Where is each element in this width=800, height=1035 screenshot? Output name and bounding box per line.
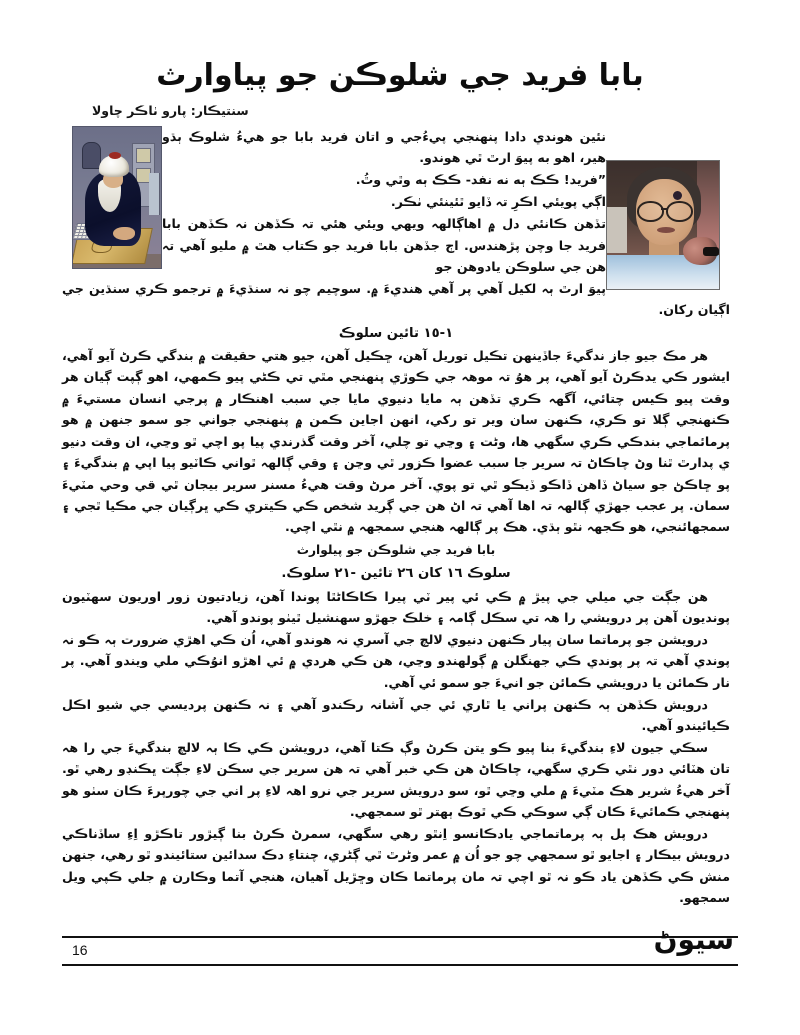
paragraph: درويشن جو پرماتما سان پيار ڪنهن دنيوي لالچ جي آسري نہ ھوندو آهي، اُن ڪي اهڙي ضرورت ٻہ ڪو نہ پوندي آهي تہ پر پوندي ڪي جهنگلن ۾ ڳولهندو وڃي، هن ڪي هردي ۾ ئي اهڙو انوُڪي ملي ويندو آهي. پر نار ڪمائن يا درويشي ڪمائن جو انيءَ جو سمو ئي آهي.: [62, 631, 730, 690]
paragraph: ”فريد! ڪڪ ٻه نه نفد- ڪڪ ٻه وٿي وٿُ.: [355, 172, 606, 188]
paragraph: پيوَ ارٿ ٻہ لکيل آهي پر آهي ھنديءَ ۾. سوچيم چو نہ سنڌيءَ ۾ ترجمو ڪري سنڌين جي اڳيان رکان.: [62, 280, 730, 318]
hands-shape: [113, 227, 135, 240]
bindi-shape: [673, 191, 682, 200]
wall-niche-shape: [82, 142, 101, 169]
paragraph: هر مڪ جيو جاز ندگيءَ جاڏينهن تڪيل توريل آهن، ڇڪيل آهن، جيو هتي حقيقت ۾ بندگي ڪرڻ آيو آهي، ايشور ڪي يدڪرڻ آيو آهي، پر هوُ تہ موهہ جي ڪوڙي پنهنجي مٿي تي ڪڻي پيو ڪمهي، اهو ڳپت ڳيان هر وقت پيو ڪيس چتائي، آگهہ ڪري تڏهن ٻہ مايا دنيوي مايا جي سبب اهنڪار ۾ پرجي انسان مستيءَ ۾ ڪنهنجي ڳلا تو ڪري، ڪنهن سان وير تو رکي، انهن اجاين ڪمن ۾ پنهنجي جواني جو سمو جنهن ۾ هو پرمائماجي بندڪي ڪري سگهي ها، وڻت ۽ وڃي تو چلي، آخر وقت گذرندي پيا پو اچي ٿو وڃي، ان وقت دنيو ي پدارٿ ٿنا وڻ چاڪاڻ تہ سرير جا سبب عضوا ڪزور ٿي وڃن ۽ وقي ڳالهہ ٿواني ڪاٽيو پيا اپي ۾ بندگيءَ ۽ پو ڇاڪڻ جو سياڻ ڏاهن ڏاڪو ڏيڪو ٿي تو پوي. آخر مرڻ وقت هيءُ مسنر سرير بيجان ٿي قي وحي مٽيءَ سمان. پر عجب جهڙي ڳالهہ تہ اها آهي تہ اڻ هن جي ڳريد شخص ڪي ڪيتري ڪي ڀرڳيان جي مڪيا ٿجي ۽ سمجهائنجي، هو ڪجهہ نٿو ٻڌي. هڪ پر ڳالهہ هنجي سمجهہ ۾ نٿي اچي.: [62, 348, 730, 535]
section-heading-1: ١-١٥ تائين سلوڪ: [338, 325, 454, 341]
page-number: 16: [72, 942, 88, 958]
mouth-shape: [657, 227, 675, 233]
paragraph: درويش ڪڏهن ٻہ ڪنهن پراني يا ٿاري ئي جي آشانہ رڪندو آهي ۽ نہ ڪنهن پرديسي جي شيو اڪل ڪيائيندو آهي.: [62, 696, 730, 733]
photo-background-left: [607, 207, 627, 253]
footer-rule-bottom: [62, 964, 738, 966]
eyeglasses-shape: [635, 201, 693, 218]
lens-right-shape: [666, 201, 693, 222]
lens-left-shape: [637, 201, 664, 222]
page-title: بابا فريد جي شلوڪن جو پياوارث: [156, 58, 644, 93]
microphone-shape: [683, 237, 717, 265]
paragraph: سڪي جيون لاءِ بندگيءَ بنا پيو ڪو يتن ڪرڻ وڳ ڪتا آهي، درويشن ڪي ڪا ٻہ لالچ بندگيءَ جي را هہ تان هٽائي دور نٿي ڪري سگهي، چاڪاڻ هن ڪي خبر آهي تہ هن سرير جي سڪن لاءِ جڳت ڀڪنڊو رهي ٿو. آخر هيءُ شرير هڪ مٽيءَ ۾ ملي وڃي ٿو، سو درويش سرير جي نرو اهہ لاءِ پر اني جي چورپرءَ ڪان سٺو هو پنهنجي ڪمائيءَ ڪان ڳي سوڪي ڪي ٿوڪ ٻهتر ٿو سمجهي.: [62, 739, 730, 820]
paragraph: تڏهن ڪانئي دل ۾ اهاڳالهہ ويهي ويئي ھئي تہ ڪڏهن نہ ڪڏهن بابا فريد جا وچن پڙهندس. اڄ جڏهن بابا فريد جو ڪتاب هٿ ۾ مليو آهي تہ هن جي سلوڪن يادوهن جو: [162, 216, 606, 274]
paragraph: درويش هڪ پل ٻہ پرماتماجي يادڪانسو اِنٿو رهي سگهي، سمرڻ ڪرڻ بنا ڳيڙور تاڪڙو اِءِ ساڏناڪي درويش بيڪار ۽ اجايو ٿو سمجهي چو جو اُن ۾ عمر وڻرٿ ٿي ڳڻري، چنتاءِ دڪ سدائين ستائيندو ٿو رهي، جنهن منش ڪي ڪڏهن ياد ڪو نہ ٿو اچي تہ مان پرماتما ڪان وڇڙيل آهيان، هنجي آتما وڪارن ۾ جلي ڪپي ويل سمجهو.: [62, 826, 730, 906]
figure-painting: [72, 126, 162, 269]
article-body: [62, 126, 730, 909]
section-heading-2-range: سلوڪ ١٦ کان ٢٦ تائين -٢١ سلوڪ.: [281, 566, 511, 582]
section-heading-2-title: بابا فريد جي شلوڪن جو پيلوارث: [296, 542, 496, 557]
figure-photo: [606, 160, 720, 290]
byline: سنتيڪار: پارو ٺاڪر چاولا: [92, 103, 249, 118]
footer-rule-top: [62, 936, 738, 938]
paragraph: نئين ھوندي دادا پنھنجي پيءُجي و اتان فريد بابا جو هيءُ شلوڪ ٻڌو هير، اهو به پيوَ ارٿ ٿي ھوندو.: [162, 129, 606, 166]
magazine-masthead: سيوڻ: [653, 923, 734, 956]
page-footer: [62, 923, 738, 968]
turban-shape: [99, 155, 129, 177]
paragraph: اڳي پويئي اڪرِ تہ ڏايو ٿئينئي ٺڪر.: [390, 194, 606, 210]
author-portrait-image: [606, 160, 720, 290]
paragraph: هن جڳت جي ميلي جي پيڙ ۾ ڪي ئي پير ٽي پيرا ڪاڪاڻٿا پوندا آهن، زيادتيون زور اوريون سهٽيون پونديون آهن پر درويشي را هہ تي سڪل ڳامہ ۽ خلڪ جهڙو سهنشيل ٿيٺو پوندو آهي.: [62, 588, 730, 625]
window-shape: [149, 173, 160, 215]
dervish-painting-image: [72, 126, 162, 269]
